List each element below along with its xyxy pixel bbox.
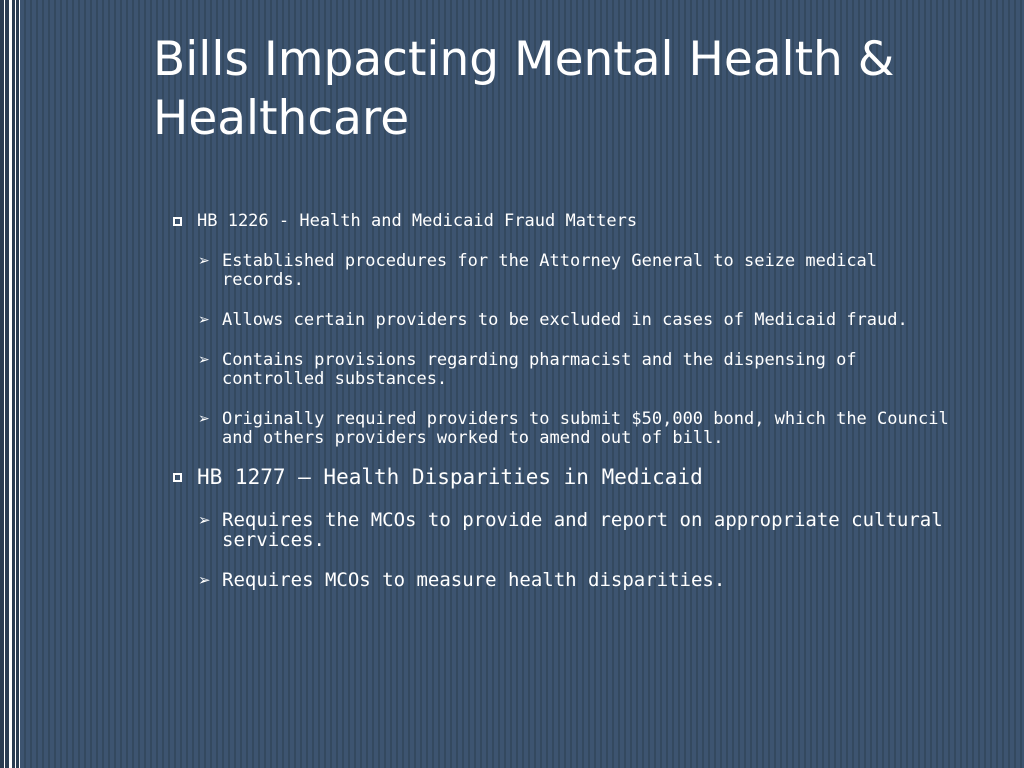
left-border-decoration <box>0 0 20 768</box>
bullet-hb-1277 <box>170 464 950 490</box>
sub-bullet-text: Allows certain providers to be excluded in cases of Medicaid fraud. <box>222 310 908 330</box>
border-line <box>19 0 20 768</box>
arrow-right-icon: ➢ <box>198 571 211 589</box>
border-line <box>15 0 16 768</box>
slide-title: Bills Impacting Mental Health & Healthcare <box>153 32 895 146</box>
border-line <box>9 0 12 768</box>
hollow-square-icon <box>173 473 182 482</box>
arrow-right-icon: ➢ <box>198 511 211 529</box>
bullet-text: HB 1277 – Health Disparities in Medicaid <box>197 465 703 489</box>
arrow-right-icon: ➢ <box>198 312 210 328</box>
slide-content <box>170 210 950 590</box>
sub-bullet-text: Requires MCOs to measure health disparities. <box>222 569 726 591</box>
bullet-text: HB 1226 - Health and Medicaid Fraud Matters <box>197 211 638 231</box>
arrow-right-icon: ➢ <box>198 352 210 368</box>
sub-bullet <box>170 311 950 330</box>
sub-bullet-text: Contains provisions regarding pharmacist and the dispensing of controlled substances. <box>222 350 857 389</box>
sub-bullet-text: Requires the MCOs to provide and report on appropriate cultural services. <box>222 509 943 551</box>
sub-bullet <box>170 510 950 550</box>
sub-bullet <box>170 570 950 590</box>
border-line <box>4 0 5 768</box>
sub-bullet-text: Established procedures for the Attorney General to seize medical records. <box>222 251 878 290</box>
sub-bullet-text: Originally required providers to submit $50,000 bond, which the Council and others providers worked to amend out of bill. <box>222 409 949 448</box>
sub-bullet <box>170 252 950 290</box>
arrow-right-icon: ➢ <box>198 411 210 427</box>
sub-bullet <box>170 351 950 389</box>
bullet-hb-1226 <box>170 210 950 232</box>
arrow-right-icon: ➢ <box>198 253 210 269</box>
hollow-square-icon <box>173 217 182 226</box>
sub-bullet <box>170 410 950 448</box>
